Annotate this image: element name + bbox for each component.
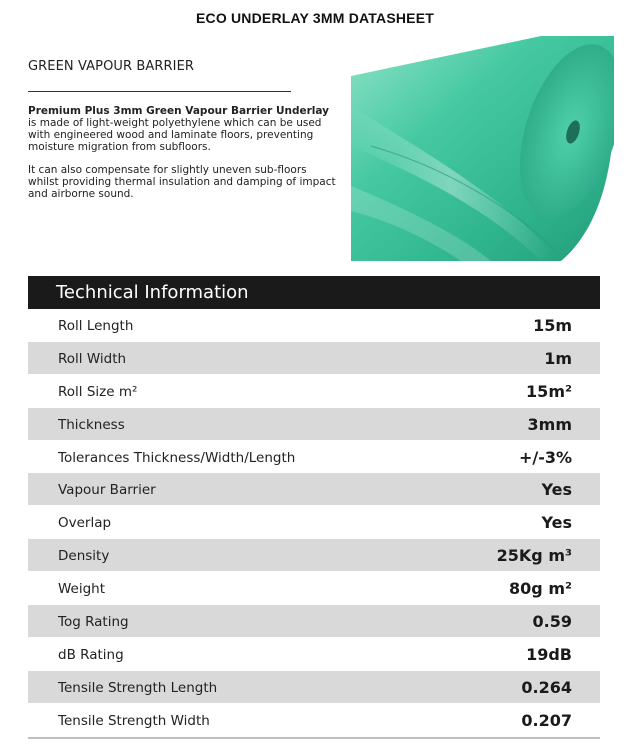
table-row: [28, 638, 600, 671]
product-name: Premium Plus 3mm Green Vapour Barrier Underlay: [28, 105, 329, 117]
table-row: [28, 408, 600, 441]
row-value: Yes: [541, 480, 572, 500]
row-label: Tog Rating: [58, 614, 129, 631]
row-value: 15m: [533, 316, 572, 335]
row-label: dB Rating: [58, 646, 124, 663]
row-label: Roll Size m²: [58, 383, 138, 400]
table-row: [28, 605, 600, 638]
row-value: 25Kg m³: [496, 546, 572, 566]
product-description: [28, 105, 338, 211]
row-value: 19dB: [526, 644, 572, 664]
row-value: 15m²: [526, 381, 572, 401]
table-row: [28, 309, 600, 342]
table-row: [28, 506, 600, 539]
row-label: Tensile Strength Length: [58, 679, 218, 696]
row-label: Tensile Strength Width: [58, 712, 210, 729]
row-label: Weight: [58, 581, 106, 598]
technical-information-table: [28, 276, 600, 739]
description-paragraph-1: [28, 105, 338, 153]
row-label: Tolerances Thickness/Width/Length: [58, 449, 296, 466]
row-label: Vapour Barrier: [58, 482, 156, 499]
table-row: [28, 375, 600, 408]
row-value: 1m: [544, 348, 572, 368]
row-label: Overlap: [58, 515, 112, 532]
row-value: 0.207: [521, 710, 572, 730]
row-value: +/-3%: [518, 447, 572, 467]
row-value: Yes: [541, 513, 572, 533]
row-value: 0.59: [532, 612, 572, 632]
table-bottom-rule: [28, 737, 600, 739]
page-title: ECO UNDERLAY 3MM DATASHEET: [195, 10, 435, 26]
product-photo: [351, 36, 614, 261]
subtitle-divider: [28, 91, 291, 92]
table-heading: Technical Information: [28, 276, 600, 309]
row-label: Roll Width: [58, 350, 127, 367]
table-row: [28, 342, 600, 375]
table-row: [28, 572, 600, 605]
row-label: Roll Length: [58, 318, 134, 334]
table-row: [28, 671, 600, 704]
row-value: 0.264: [521, 677, 572, 697]
row-value: 3mm: [527, 414, 572, 434]
product-subtitle: GREEN VAPOUR BARRIER: [28, 59, 195, 74]
description-text-1: is made of light-weight polyethylene which can be used with engineered wood and laminate floors, preventing moisture migration from subfloors.: [28, 117, 322, 153]
row-label: Density: [58, 548, 110, 565]
table-row: [28, 539, 600, 572]
table-row: [28, 704, 600, 737]
description-paragraph-2: It can also compensate for slightly uneven sub-floors whilst providing thermal insulation and damping of impact and airborne sound.: [28, 164, 336, 200]
row-label: Thickness: [58, 416, 125, 433]
table-row: [28, 441, 600, 474]
row-value: 80g m²: [509, 579, 572, 599]
table-row: [28, 473, 600, 506]
underlay-roll-image: [351, 36, 614, 261]
